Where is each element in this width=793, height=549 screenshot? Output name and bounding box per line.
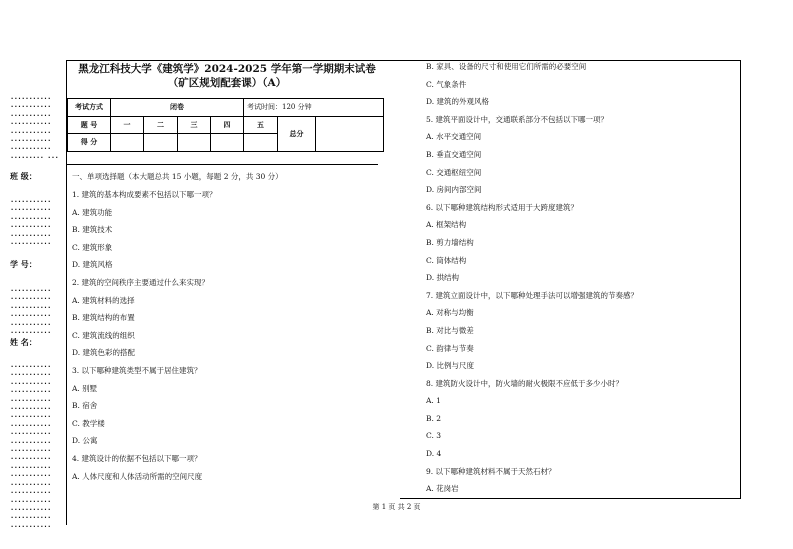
question-no-label: 题 号 xyxy=(68,116,111,134)
option-text: B. 建筑技术 xyxy=(72,225,113,235)
score-cell xyxy=(144,134,178,152)
option-text: A. 人体尺度和人体活动所需的空间尺度 xyxy=(72,471,203,481)
total-score-cell xyxy=(316,116,384,151)
option-text: B. 垂直交通空间 xyxy=(426,149,482,159)
binding-line: ........... ........... ........... ........... ........... ........... xyxy=(10,196,51,247)
page-footer: 第 1 页 共 2 页 xyxy=(372,503,421,511)
option-text: D. 公寓 xyxy=(72,436,98,446)
question-text: 1. 建筑的基本构成要素不包括以下哪一项？ xyxy=(72,190,217,199)
exam-mode-label: 考试方式 xyxy=(68,99,111,117)
question-no: 三 xyxy=(178,116,211,134)
left-column xyxy=(72,186,217,485)
option-text: C. 筒体结构 xyxy=(426,255,467,265)
question-text: 4. 建筑设计的依据不包括以下哪一项？ xyxy=(72,453,202,463)
total-label: 总分 xyxy=(278,116,316,151)
option-text: C. 建筑流线的组织 xyxy=(72,330,135,340)
exam-time: 考试时间：120 分钟 xyxy=(244,99,384,117)
option-text: C. 交通枢纽空间 xyxy=(426,167,482,177)
score-table xyxy=(67,98,384,152)
question-text: 6. 以下哪种建筑结构形式适用于大跨度建筑？ xyxy=(426,202,579,212)
option-text: C. 气象条件 xyxy=(426,79,467,89)
question-text: 2. 建筑的空间秩序主要通过什么来实现？ xyxy=(72,277,210,287)
question-text: 3. 以下哪种建筑类型不属于居住建筑？ xyxy=(72,365,202,375)
option-text: A. 建筑功能 xyxy=(72,207,113,217)
option-text: A. 对称与均衡 xyxy=(426,308,474,318)
student-id-label: 学 号： xyxy=(10,259,37,269)
option-text: B. 宿舍 xyxy=(72,401,98,411)
section-heading: 一、单项选择题（本大题总共 15 小题，每题 2 分，共 30 分） xyxy=(72,172,283,181)
option-text: C. 3 xyxy=(426,431,442,441)
right-column xyxy=(426,58,638,498)
frame-border xyxy=(66,60,741,61)
option-text: D. 建筑色彩的搭配 xyxy=(72,348,136,358)
question-no: 五 xyxy=(244,116,278,134)
question-no: 二 xyxy=(144,116,178,134)
option-text: A. 1 xyxy=(426,396,441,406)
frame-border xyxy=(400,498,741,499)
exam-title: 黑龙江科技大学《建筑学》2024-2025 学年第一学期期末试卷（矿区规划配套课）（A） xyxy=(78,63,376,89)
option-text: C. 建筑形象 xyxy=(72,242,113,252)
binding-line: ........... ........... ........... ........... ........... ........... xyxy=(10,285,51,336)
question-no: 四 xyxy=(211,116,244,134)
score-cell xyxy=(244,134,278,152)
option-text: D. 拱结构 xyxy=(426,273,460,283)
question-text: 9. 以下哪种建筑材料不属于天然石材？ xyxy=(426,466,556,476)
divider xyxy=(67,164,378,165)
class-label: 班 级： xyxy=(10,171,37,181)
option-text: A. 框架结构 xyxy=(426,220,467,230)
option-text: D. 建筑风格 xyxy=(72,260,113,270)
option-text: B. 对比与微差 xyxy=(426,325,474,335)
question-text: 7. 建筑立面设计中，以下哪种处理手法可以增强建筑的节奏感？ xyxy=(426,290,639,300)
option-text: A. 花岗岩 xyxy=(426,484,459,494)
question-no: 一 xyxy=(111,116,144,134)
option-text: B. 2 xyxy=(426,413,442,423)
option-text: D. 4 xyxy=(426,449,442,459)
score-cell xyxy=(211,134,244,152)
option-text: A. 水平交通空间 xyxy=(426,132,482,142)
option-text: B. 建筑结构的布置 xyxy=(72,313,135,323)
binding-line: ........... ........... ........... ........... ........... ........... ........... ........... ........... ........... ........... ........... ........... ........... ........... ........... ........... ........... ........... ........... xyxy=(10,361,51,529)
score-cell xyxy=(111,134,144,152)
score-label: 得 分 xyxy=(68,134,111,152)
option-text: C. 教学楼 xyxy=(72,418,105,428)
option-text: A. 别墅 xyxy=(72,383,98,393)
frame-border xyxy=(740,60,741,499)
option-text: B. 剪力墙结构 xyxy=(426,237,474,247)
question-text: 5. 建筑平面设计中，交通联系部分不包括以下哪一项？ xyxy=(426,114,609,124)
option-text: D. 房间内部空间 xyxy=(426,185,482,195)
option-text: D. 比例与尺度 xyxy=(426,361,475,371)
score-cell xyxy=(178,134,211,152)
option-text: C. 韵律与节奏 xyxy=(426,343,474,353)
binding-line: ........... ........... ........... ........... ........... ........... ........... ......... ... xyxy=(10,93,59,160)
name-label: 姓 名： xyxy=(10,337,37,347)
question-text: 8. 建筑防火设计中，防火墙的耐火极限不应低于多少小时？ xyxy=(426,378,624,388)
option-text: A. 建筑材料的选择 xyxy=(72,295,135,305)
option-text: B. 家具、设备的尺寸和使用它们所需的必要空间 xyxy=(426,62,587,71)
exam-mode: 闭卷 xyxy=(111,99,244,117)
option-text: D. 建筑的外观风格 xyxy=(426,97,490,107)
